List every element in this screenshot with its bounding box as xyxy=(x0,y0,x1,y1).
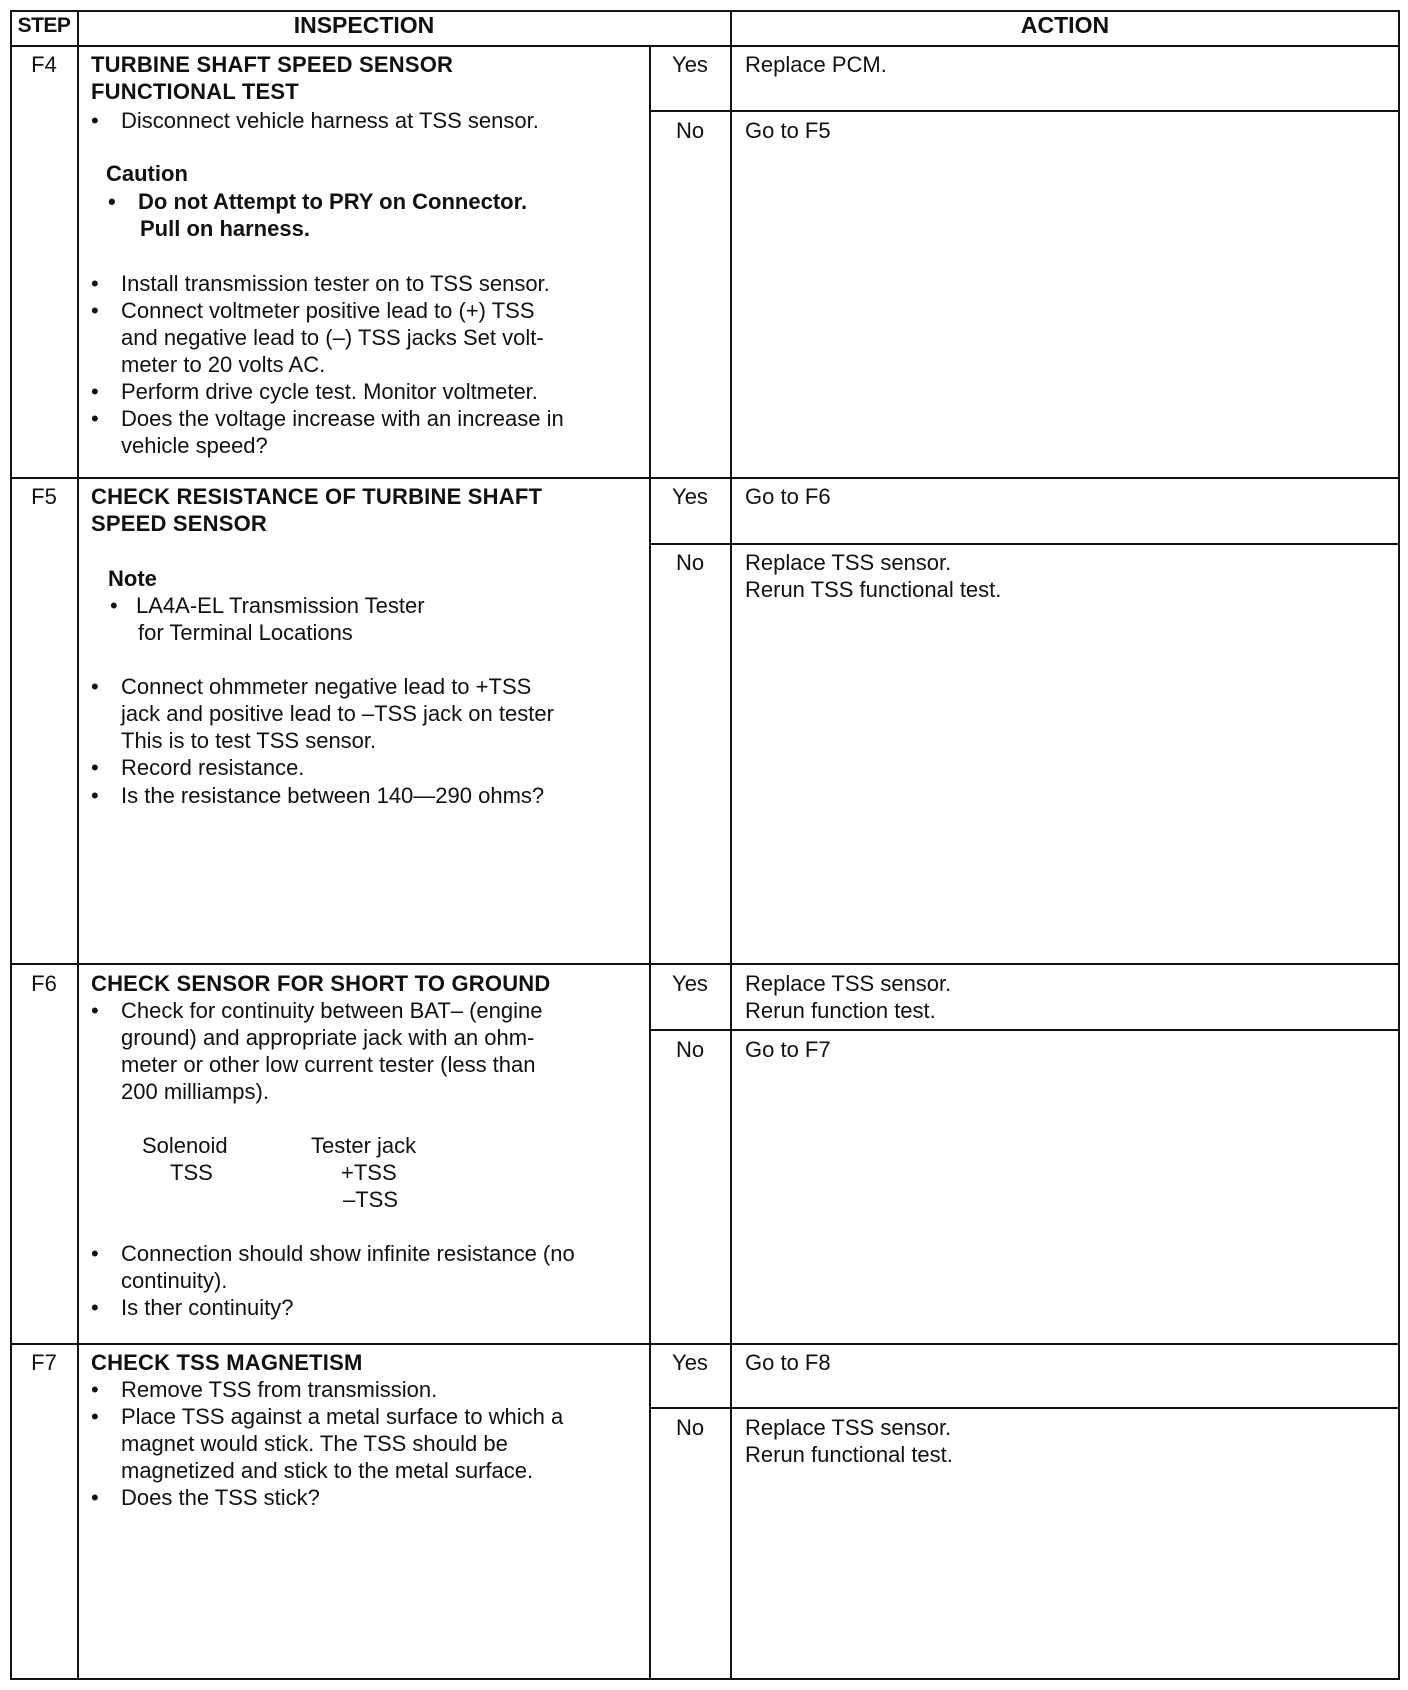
no-label: No xyxy=(675,550,705,575)
yes-label: Yes xyxy=(672,971,708,996)
yes-label: Yes xyxy=(672,484,708,509)
yes-label: Yes xyxy=(672,1350,708,1375)
yes-no-divider xyxy=(649,110,1400,112)
yes-label: Yes xyxy=(672,52,708,77)
note-item-continued: for Terminal Locations xyxy=(138,620,353,645)
no-label: No xyxy=(675,1037,705,1062)
yes-action: Replace TSS sensor. xyxy=(745,971,952,996)
step-column-divider xyxy=(77,10,79,1680)
step-label: F5 xyxy=(31,484,57,509)
instruction-item-continued: This is to test TSS sensor. xyxy=(121,728,377,753)
table-border-left xyxy=(10,10,12,1680)
table-border-bottom xyxy=(10,1678,1400,1680)
step-title: CHECK SENSOR FOR SHORT TO GROUND xyxy=(91,971,551,996)
note-heading: Note xyxy=(108,566,157,591)
no-action: Go to F5 xyxy=(745,118,831,143)
row-divider xyxy=(10,1343,1400,1345)
no-action: Replace TSS sensor. xyxy=(745,550,952,575)
header-step: STEP xyxy=(17,14,71,37)
table-col1-value: TSS xyxy=(170,1160,213,1185)
no-action: Rerun TSS functional test. xyxy=(745,577,1002,602)
yes-no-divider xyxy=(649,543,1400,545)
instruction-item-continued: ground) and appropriate jack with an ohm- xyxy=(121,1025,535,1050)
instruction-item-continued: meter to 20 volts AC. xyxy=(121,352,326,377)
no-action: Rerun functional test. xyxy=(745,1442,953,1467)
step-title: FUNCTIONAL TEST xyxy=(91,79,299,104)
yes-action: Rerun function test. xyxy=(745,998,936,1023)
instruction-item-continued: magnetized and stick to the metal surface. xyxy=(121,1458,534,1483)
instruction-item-continued: jack and positive lead to –TSS jack on tester xyxy=(121,701,554,726)
header-inspection: INSPECTION xyxy=(293,12,435,38)
yes-no-divider xyxy=(649,1029,1400,1031)
step-label: F6 xyxy=(31,971,57,996)
yes-action: Go to F8 xyxy=(745,1350,831,1375)
instruction-item-continued: magnet would stick. The TSS should be xyxy=(121,1431,508,1456)
yes-action: Replace PCM. xyxy=(745,52,887,77)
step-title: CHECK RESISTANCE OF TURBINE SHAFT xyxy=(91,484,543,509)
table-col2-value: +TSS xyxy=(341,1160,397,1185)
step-label: F4 xyxy=(31,52,57,77)
table-col1-header: Solenoid xyxy=(142,1133,228,1158)
yes-no-divider xyxy=(649,1407,1400,1409)
action-column-divider xyxy=(730,10,732,1680)
no-action: Go to F7 xyxy=(745,1037,831,1062)
row-divider xyxy=(10,477,1400,479)
no-label: No xyxy=(675,118,705,143)
header-action: ACTION xyxy=(1020,12,1110,38)
step-title: SPEED SENSOR xyxy=(91,511,268,536)
row-divider xyxy=(10,963,1400,965)
caution-item-continued: Pull on harness. xyxy=(140,216,310,241)
table-border-right xyxy=(1398,10,1400,1680)
header-divider xyxy=(10,45,1400,47)
instruction-item-continued: continuity). xyxy=(121,1268,228,1293)
table-col2-value: –TSS xyxy=(343,1187,399,1212)
instruction-item-continued: vehicle speed? xyxy=(121,433,268,458)
no-label: No xyxy=(675,1415,705,1440)
instruction-item-continued: meter or other low current tester (less than xyxy=(121,1052,536,1077)
caution-heading: Caution xyxy=(106,161,188,186)
yes-action: Go to F6 xyxy=(745,484,831,509)
step-title: TURBINE SHAFT SPEED SENSOR xyxy=(91,52,454,77)
table-col2-header: Tester jack xyxy=(311,1133,417,1158)
step-title: CHECK TSS MAGNETISM xyxy=(91,1350,363,1375)
instruction-item-continued: and negative lead to (–) TSS jacks Set volt- xyxy=(121,325,544,350)
instruction-item-continued: 200 milliamps). xyxy=(121,1079,269,1104)
diagnostic-table: STEP INSPECTION ACTION F4 TURBINE SHAFT SPEED SENSOR FUNCTIONAL TEST • Disconnect vehicle harness at TSS sensor. Caution • Do not Attempt to PRY on Connector. Pull on harness. • Install transmission tester on to TSS sensor. • Connect voltmeter positive lead to (+) TSS and negative lead to (–) TSS jacks Set volt- meter to 20 volts AC. • Perform drive cycle test. Monitor voltmeter. • Does the voltage increase with an increase in vehicle speed? Yes Replace PCM. No Go to F5 F5 CHECK RESISTANCE OF TURBINE SHAFT SPEED SENSOR Note • LA4A-EL Transmission Tester for Terminal Locations • Connect ohmmeter negative lead to +TSS jack and positive lead to –TSS jack on tester This is to test TSS sensor. • Record resistance. • Is the resistance between 140—290 ohms? Yes Go to F6 No Replace TSS sensor. Rerun TSS functional test. F6 CHECK SENSOR FOR SHORT TO GROUND • Check for continuity between BAT– (engine ground) and appropriate jack with an ohm- meter or other low current tester (less than 200 milliamps). Solenoid Tester jack TSS +TSS –TSS • Connection should show infinite resistance (no continuity). • Is ther continuity? Yes Replace TSS sensor. Rerun function test. No Go to F7 F7 CHECK TSS MAGNETISM • Remove TSS from transmission. • Place TSS against a metal surface to which a magnet would stick. The TSS should be magnetized and stick to the metal surface. • Does the TSS stick? Yes Go to F8 No Replace TSS sensor. Rerun functional test. xyxy=(0,0,1408,1690)
step-label: F7 xyxy=(31,1350,57,1375)
no-action: Replace TSS sensor. xyxy=(745,1415,952,1440)
